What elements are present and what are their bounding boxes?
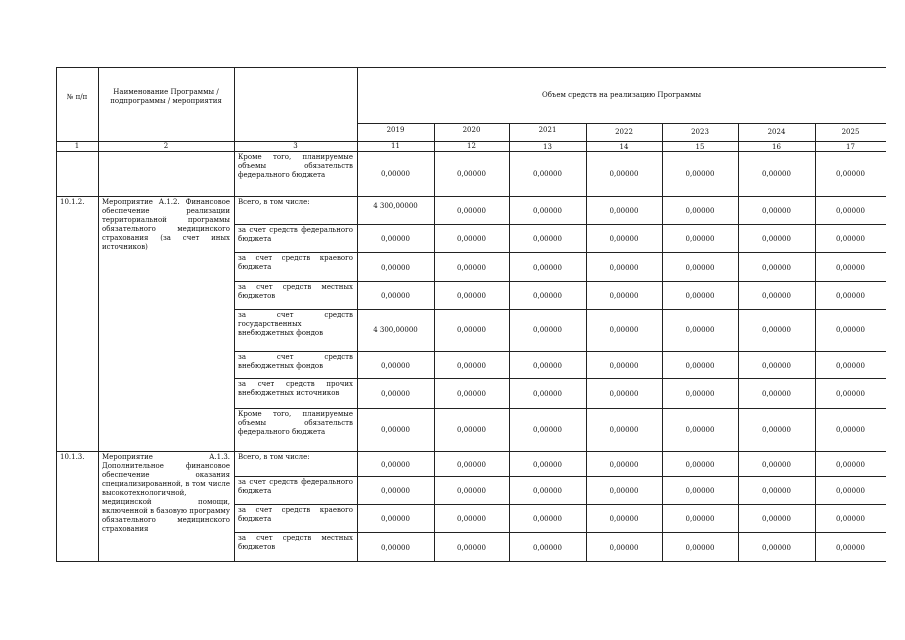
- value-cell: 0,00000: [533, 235, 562, 243]
- value-cell: 0,00000: [381, 292, 410, 300]
- value-cell: 0,00000: [457, 390, 486, 398]
- funding-source: Кроме того, планируемые объемы обязательств федерального бюджета: [238, 153, 353, 179]
- value-cell: 0,00000: [609, 263, 639, 272]
- value-cell: 0,00000: [685, 361, 715, 370]
- col-num-header: № п/п: [66, 92, 88, 101]
- funding-source: Всего, в том числе:: [238, 198, 310, 206]
- funding-source: Кроме того, планируемые объемы обязательств федерального бюджета: [238, 410, 353, 436]
- grid-line: [234, 252, 886, 253]
- value-cell: 0,00000: [685, 425, 715, 434]
- column-number: 14: [619, 142, 629, 151]
- grid-line: [56, 151, 886, 152]
- grid-line: [738, 123, 739, 562]
- grid-line: [357, 123, 886, 124]
- grid-line: [234, 351, 886, 352]
- grid-line: [234, 67, 235, 562]
- grid-line: [56, 451, 886, 452]
- column-number: 15: [695, 142, 705, 151]
- value-cell: 0,00000: [836, 515, 865, 523]
- value-cell: 0,00000: [685, 263, 715, 272]
- value-cell: 0,00000: [533, 207, 562, 215]
- value-cell: 0,00000: [533, 390, 562, 398]
- funding-source: за счет средств федерального бюджета: [238, 478, 353, 495]
- value-cell: 0,00000: [836, 361, 865, 370]
- col-volume-header: Объем средств на реализацию Программы: [541, 90, 702, 99]
- value-cell: 0,00000: [457, 515, 486, 523]
- value-cell: 0,00000: [685, 207, 715, 215]
- measure-name: Мероприятие А.1.3. Дополнительное финансовое обеспечение оказания специализированной, в том числе высокотехнологичной, медицинской помощи, включенной в базовую программу обязательного медицинского страхования: [102, 453, 230, 533]
- value-cell: 0,00000: [836, 207, 865, 215]
- funding-source: за счет средств краевого бюджета: [238, 254, 353, 271]
- value-cell: 0,00000: [762, 292, 791, 300]
- value-cell: 0,00000: [836, 460, 865, 469]
- value-cell: 0,00000: [381, 263, 410, 272]
- grid-line: [56, 67, 57, 562]
- value-cell: 0,00000: [381, 169, 410, 178]
- grid-line: [234, 476, 886, 477]
- value-cell: 0,00000: [609, 292, 639, 300]
- year-header: 2021: [538, 125, 557, 134]
- value-cell: 0,00000: [609, 169, 639, 178]
- value-cell: 0,00000: [836, 169, 865, 178]
- value-cell: 0,00000: [457, 487, 486, 495]
- value-cell: 0,00000: [381, 543, 410, 552]
- value-cell: 0,00000: [685, 543, 715, 552]
- value-cell: 0,00000: [762, 460, 791, 469]
- value-cell: 0,00000: [457, 263, 486, 272]
- row-number: 10.1.2.: [60, 198, 85, 206]
- value-cell: 0,00000: [836, 292, 865, 300]
- value-cell: 0,00000: [381, 425, 410, 434]
- grid-line: [234, 408, 886, 409]
- value-cell: 0,00000: [609, 207, 639, 215]
- funding-source: за счет средств федерального бюджета: [238, 226, 353, 243]
- value-cell: 0,00000: [762, 207, 791, 215]
- grid-line: [509, 123, 510, 562]
- year-header: 2020: [462, 125, 481, 134]
- funding-source: за счет средств местных бюджетов: [238, 534, 353, 551]
- value-cell: 0,00000: [609, 235, 639, 243]
- grid-line: [234, 532, 886, 533]
- row-number: 10.1.3.: [60, 453, 85, 461]
- value-cell: 0,00000: [381, 235, 410, 243]
- year-header: 2019: [386, 125, 405, 134]
- value-cell: 0,00000: [533, 487, 562, 495]
- value-cell: 0,00000: [685, 390, 715, 398]
- column-number: 11: [391, 141, 400, 150]
- value-cell: 0,00000: [762, 263, 791, 272]
- column-number: 16: [772, 142, 781, 151]
- column-number: 13: [543, 142, 552, 151]
- value-cell: 0,00000: [836, 487, 865, 495]
- year-header: 2025: [841, 127, 860, 136]
- value-cell: 0,00000: [533, 169, 562, 178]
- column-number: 17: [846, 142, 855, 151]
- value-cell: 0,00000: [381, 460, 410, 469]
- value-cell: 0,00000: [609, 390, 639, 398]
- value-cell: 0,00000: [457, 235, 486, 243]
- value-cell: 4 300,00000: [373, 202, 418, 210]
- value-cell: 0,00000: [533, 292, 562, 300]
- value-cell: 0,00000: [762, 361, 791, 370]
- year-header: 2023: [691, 127, 709, 136]
- value-cell: 0,00000: [836, 326, 865, 334]
- grid-line: [234, 504, 886, 505]
- table-border-top: [56, 67, 886, 68]
- value-cell: 0,00000: [762, 169, 791, 178]
- grid-line: [357, 67, 358, 562]
- value-cell: 0,00000: [533, 515, 562, 523]
- value-cell: 0,00000: [533, 326, 562, 334]
- grid-line: [98, 67, 99, 562]
- value-cell: 0,00000: [609, 543, 639, 552]
- value-cell: 0,00000: [533, 361, 562, 370]
- funding-source: за счет средств прочих внебюджетных источников: [238, 380, 353, 397]
- value-cell: 0,00000: [762, 543, 791, 552]
- value-cell: 0,00000: [685, 460, 715, 469]
- grid-line: [434, 123, 435, 562]
- grid-line: [56, 196, 886, 197]
- value-cell: 0,00000: [457, 361, 486, 370]
- funding-source: за счет средств местных бюджетов: [238, 283, 353, 300]
- value-cell: 0,00000: [685, 169, 715, 178]
- value-cell: 0,00000: [381, 487, 410, 495]
- funding-source: за счет средств государственных внебюджетных фондов: [238, 311, 353, 337]
- value-cell: 0,00000: [836, 263, 865, 272]
- value-cell: 0,00000: [762, 515, 791, 523]
- value-cell: 0,00000: [533, 425, 562, 434]
- value-cell: 0,00000: [762, 326, 791, 334]
- grid-line: [234, 378, 886, 379]
- value-cell: 0,00000: [533, 543, 562, 552]
- value-cell: 0,00000: [762, 390, 791, 398]
- grid-line: [234, 309, 886, 310]
- funding-source: Всего, в том числе:: [238, 453, 310, 461]
- value-cell: 0,00000: [533, 263, 562, 272]
- value-cell: 0,00000: [836, 425, 865, 434]
- value-cell: 0,00000: [457, 292, 486, 300]
- value-cell: 0,00000: [457, 207, 486, 215]
- value-cell: 0,00000: [836, 235, 865, 243]
- year-header: 2024: [767, 127, 786, 136]
- value-cell: 0,00000: [533, 460, 562, 469]
- measure-name: Мероприятие А.1.2. Финансовое обеспечение реализации территориальной программы обязательного медицинского страхования (за счет иных источников): [102, 198, 230, 251]
- value-cell: 0,00000: [381, 361, 410, 370]
- value-cell: 0,00000: [609, 361, 639, 370]
- value-cell: 0,00000: [836, 543, 865, 552]
- value-cell: 0,00000: [609, 425, 639, 434]
- col-name-header: Наименование Программы / подпрограммы / мероприятия: [110, 88, 222, 105]
- value-cell: 0,00000: [381, 515, 410, 523]
- value-cell: 0,00000: [836, 390, 865, 398]
- value-cell: 0,00000: [457, 169, 486, 178]
- column-number: 1: [74, 141, 80, 150]
- column-number: 12: [467, 141, 476, 150]
- value-cell: 0,00000: [685, 292, 715, 300]
- grid-line: [586, 123, 587, 562]
- value-cell: 0,00000: [609, 515, 639, 523]
- funding-source: за счет средств внебюджетных фондов: [238, 353, 353, 370]
- value-cell: 0,00000: [762, 425, 791, 434]
- value-cell: 0,00000: [685, 515, 715, 523]
- table-border-bottom: [56, 561, 886, 562]
- grid-line: [56, 141, 886, 142]
- value-cell: 0,00000: [609, 487, 639, 495]
- grid-line: [815, 123, 816, 562]
- value-cell: 0,00000: [762, 487, 791, 495]
- grid-line: [662, 123, 663, 562]
- value-cell: 0,00000: [457, 543, 486, 552]
- value-cell: 0,00000: [609, 460, 639, 469]
- value-cell: 0,00000: [609, 326, 639, 334]
- funding-source: за счет средств краевого бюджета: [238, 506, 353, 523]
- value-cell: 0,00000: [685, 235, 715, 243]
- value-cell: 0,00000: [762, 235, 791, 243]
- value-cell: 0,00000: [457, 460, 486, 469]
- grid-line: [234, 224, 886, 225]
- column-number: 3: [293, 141, 298, 150]
- year-header: 2022: [615, 127, 633, 136]
- value-cell: 0,00000: [381, 390, 410, 398]
- grid-line: [234, 281, 886, 282]
- column-number: 2: [163, 141, 169, 150]
- value-cell: 0,00000: [457, 425, 486, 434]
- value-cell: 4 300,00000: [373, 326, 418, 334]
- value-cell: 0,00000: [457, 326, 486, 334]
- value-cell: 0,00000: [685, 326, 715, 334]
- value-cell: 0,00000: [685, 487, 715, 495]
